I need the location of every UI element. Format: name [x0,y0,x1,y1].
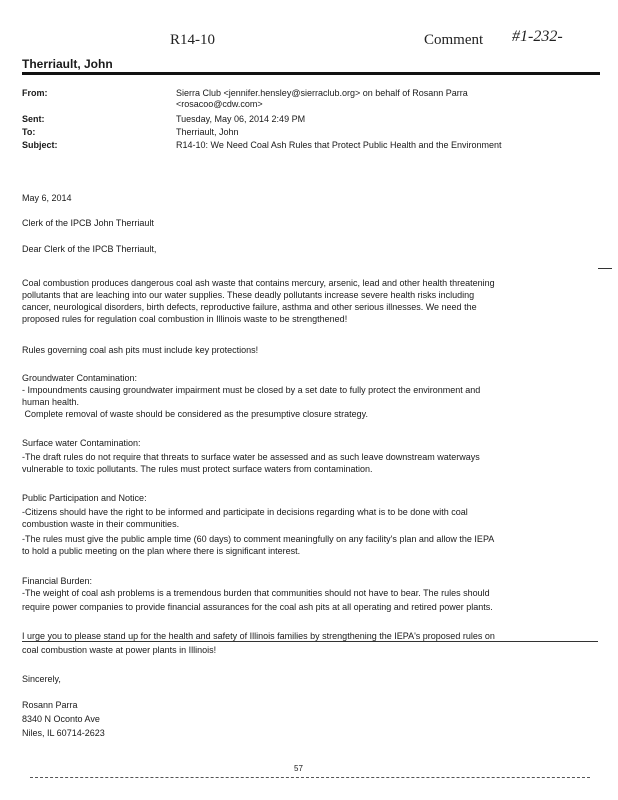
public-participation-line-4: to hold a public meeting on the plan where there is significant interest. [22,546,301,556]
intro-line-3: cancer, neurological disorders, birth defects, reproductive failure, asthma and other serious illnesses. We need the [22,302,477,312]
recipient-name: Therriault, John [22,57,113,71]
surface-water-line-2: vulnerable to toxic pollutants. The rules must protect surface waters from contamination. [22,464,373,474]
sent-label: Sent: [22,114,45,124]
groundwater-line-1: - Impoundments causing groundwater impairment must be closed by a set date to fully protect the environment and [22,385,481,395]
groundwater-heading: Groundwater Contamination: [22,373,138,383]
groundwater-line-2: human health. [22,397,80,407]
financial-burden-heading: Financial Burden: [22,576,93,586]
public-participation-heading: Public Participation and Notice: [22,493,147,503]
closing-line-1: I urge you to please stand up for the health and safety of Illinois families by strengthening the IEPA's proposed rules on [22,631,495,641]
from-value [176,88,576,110]
intro-line-1: Coal combustion produces dangerous coal ash waste that contains mercury, arsenic, lead and other health threatening [22,278,495,288]
public-participation-line-3: -The rules must give the public ample time (60 days) to comment meaningfully on any facility's plan and allow the IEPA [22,534,495,544]
from-label: From: [22,88,48,98]
letter-date: May 6, 2014 [22,193,72,203]
to-label: To: [22,127,36,137]
page-number: 57 [294,764,303,773]
from-line-2: <rosacoo@cdw.com> [176,99,263,109]
intro-line-2: pollutants that are leaching into our water supplies. These deadly pollutants increase severe health risks including [22,290,475,300]
groundwater-line-3: Complete removal of waste should be considered as the presumptive closure strategy. [22,409,369,419]
subject-label: Subject: [22,140,58,150]
subject-value: R14-10: We Need Coal Ash Rules that Protect Public Health and the Environment [176,140,502,150]
sender-city: Niles, IL 60714-2623 [22,728,105,738]
financial-burden-line-2: require power companies to provide financial assurances for the coal ash pits at all operating and retired power plants. [22,602,493,612]
closing-line-2: coal combustion waste at power plants in Illinois! [22,645,217,655]
footer-divider [30,777,590,778]
letter-greeting: Dear Clerk of the IPCB Therriault, [22,244,157,254]
public-participation-line-1: -Citizens should have the right to be informed and participate in decisions regarding what is to be done with coal [22,507,468,517]
public-participation-line-2: combustion waste in their communities. [22,519,180,529]
margin-mark [598,268,612,269]
intro-line-4: proposed rules for regulation coal combustion in Illinois waste to be strengthened! [22,314,348,324]
financial-burden-line-1: -The weight of coal ash problems is a tremendous burden that communities should not have to bear. The rules should [22,588,490,598]
closing-underline [22,641,598,642]
letter-addressee: Clerk of the IPCB John Therriault [22,218,154,228]
comment-number: #1-232- [512,28,563,45]
rules-line: Rules governing coal ash pits must include key protections! [22,345,259,355]
from-line-1: Sierra Club <jennifer.hensley@sierraclub.org> on behalf of Rosann Parra [176,88,468,98]
sent-value: Tuesday, May 06, 2014 2:49 PM [176,114,306,124]
sender-street: 8340 N Oconto Ave [22,714,100,724]
docket-number: R14-10 [170,32,215,48]
signoff: Sincerely, [22,674,61,684]
to-value: Therriault, John [176,127,239,137]
sender-name: Rosann Parra [22,700,78,710]
surface-water-line-1: -The draft rules do not require that threats to surface water be assessed and as such leave downstream waterways [22,452,480,462]
comment-label: Comment [424,32,484,48]
header-divider [22,72,600,75]
surface-water-heading: Surface water Contamination: [22,438,141,448]
